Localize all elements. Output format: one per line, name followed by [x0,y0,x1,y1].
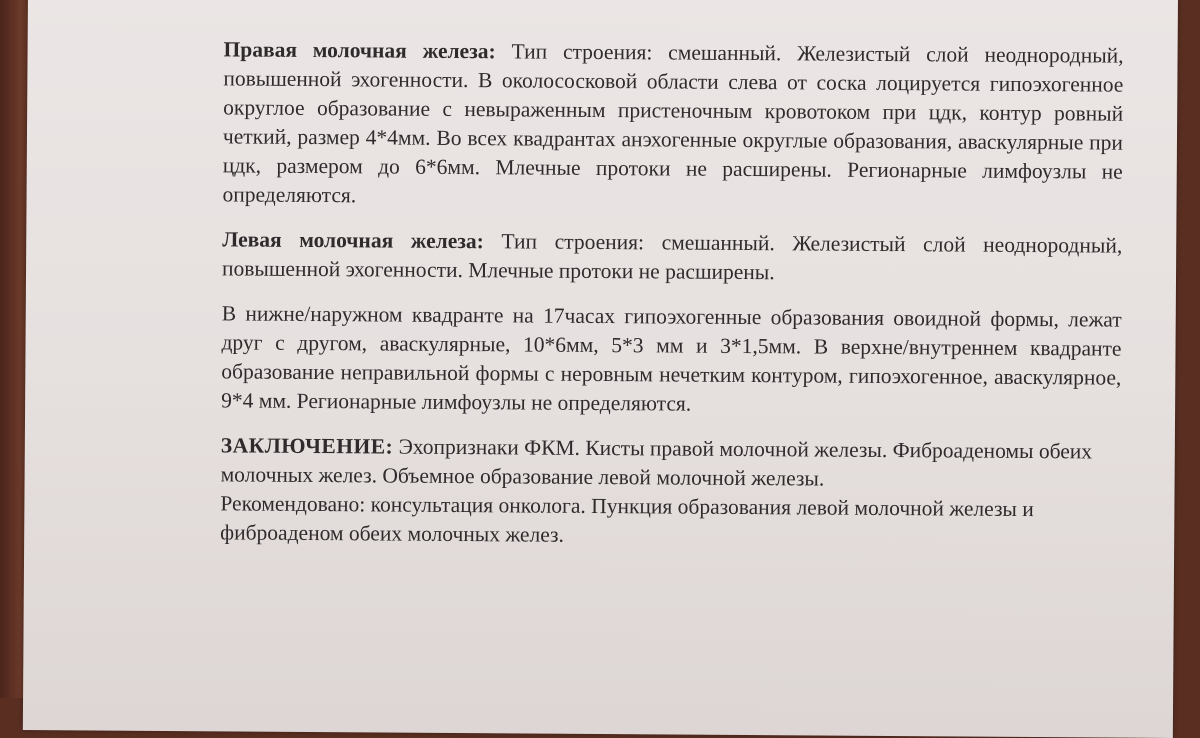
left-breast-heading: Левая молочная железа: [222,227,484,254]
paper-sheet [23,0,1178,738]
right-breast-heading: Правая молочная железа: [223,37,496,64]
conclusion-paragraph [221,431,1121,495]
recommendation-text: Рекомендовано: консультация онколога. Пункция образования левой молочной железы и фиброаденом обеих молочных желез. [220,491,1034,547]
recommendation-paragraph [220,489,1120,553]
report-body [220,35,1124,553]
findings-paragraph [221,299,1122,421]
right-breast-paragraph [222,35,1123,215]
left-breast-paragraph [222,225,1122,289]
left-breast-text: Тип строения: смешанный. Железистый слой неоднородный, повышенной эхогенности. Млечные протоки не расширены. [221,229,1123,285]
right-breast-text: Тип строения: смешанный. Железистый слой неоднородный, повышенной эхогенности. В околососковой области слева от соска лоцируется гипоэхогенное округлое образование с невыраженным пристеночным кровотоком при цдк, контур ровный четкий, размер 4*4мм. Во всех квадрантах анэхогенные округлые образования, аваскулярные при цдк, размером до 6*6мм. Млечные протоки не расширены. Регионарные лимфоузлы не определяются. [222,39,1124,208]
findings-text: В нижне/наружном квадранте на 17часах гипоэхогенные образования овоидной формы, лежат друг с другом, аваскулярные, 10*6мм, 5*3 мм и 3*1,5мм. В верхне/внутреннем квадранте образование неправильной формы с неровным нечетким контуром, гипоэхогенное, аваскулярное, 9*4 мм. Регионарные лимфоузлы не определяются. [221,301,1122,416]
conclusion-label: ЗАКЛЮЧЕНИЕ: [220,433,394,459]
conclusion-text: Эхопризнаки ФКМ. Кисты правой молочной железы. Фиброаденомы обеих молочных желез. Объемное образование левой молочной железы. [220,434,1093,491]
